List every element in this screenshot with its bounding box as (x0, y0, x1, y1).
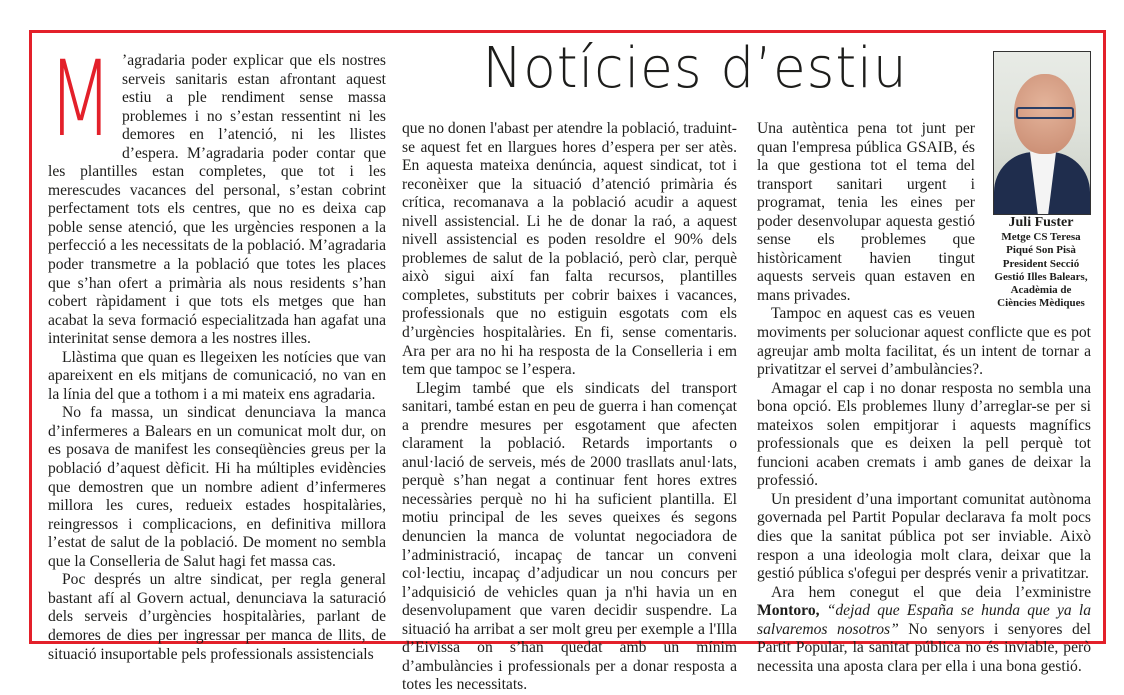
author-role-line: Acadèmia de (1010, 284, 1072, 297)
paragraph: Una autèntica pena tot junt per quan l'empresa pública GSAIB, és la que gestiona tot el tema del transport sanitari urgent i programat, tenia les eines per poder desenvolupar aquesta gestió sense els problemes que històricament havien tingut aquests serveis quan estaven en mans privades. (757, 120, 975, 304)
paragraph: Poc després un altre sindicat, per regla general bastant afí al Govern actual, denunciava la saturació dels serveis d’urgències hospitalàries, parlant de demores de dies per ingressar per manca de llits, de situació insuportable pels professionals assistencials (48, 571, 386, 663)
author-role-line: Ciències Mèdiques (997, 297, 1085, 310)
column-2 (402, 120, 737, 695)
article-title: Notícies d’estiu (482, 36, 908, 101)
author-role-line: President Secció (1002, 257, 1080, 270)
author-role-line: Metge CS Teresa (1001, 231, 1081, 243)
paragraph: Tampoc en aquest cas es veuen moviments per solucionar aquest conflicte que es pot agreujar amb molta facilitat, és un intent de tornar a privatitzar el servei d’ambulàncies?. (757, 305, 1091, 379)
paragraph: ’agradaria poder explicar que els nostres serveis sanitaris estan afrontant aquest estiu a ple rendiment sense massa problemes i no s’estan ressentint ni les demores en l’atenció, ni les llistes d’espera. M’agradaria poder contar que les plantilles estan completes, que tot i les merescudes vacances del personal, s’estan cobrint perfectament tots els centres, que no es deixa cap poble sense atenció, que les urgències responen a la perfecció a les necessitats de la població. M’agradaria poder transmetre a la població que totes les places que s’han ofert a primària als nous residents s’han cobert ràpidament i que tots els metges que han acabat la seva formació especialitzada han agafat una interinitat sense demora a les nostres illes. (48, 52, 386, 348)
paragraph: Llegim també que els sindicats del transport sanitari, també estan en peu de guerra i han començat a prendre mesures per esgotament que afecten clarament la població. Retards importants o anul·lació de serveis, més de 2000 trasllats anul·lats, perquè s’han negat a continuar fent hores extres necessàries perquè no hi ha suficient plantilla. El motiu principal de les seves queixes és segons denuncien la manca de voluntat negociadora de l’administració, incapaç de tancar un conveni col·lectiu, incapaç d’adjudicar un nou concurs per l’adquisició de vehicles quan ja n'hi havia un en desenvolupament que varen decidir suspendre. La situació ha arribat a ser molt greu per exemple a l'Illa d’Eivissa on s’han quedat amb un mínim d’ambulàncies i professionals per a donar resposta a totes les necessitats. (402, 379, 737, 694)
author-photo (993, 51, 1091, 215)
author-role-line: Piqué Son Pisà (1006, 244, 1076, 257)
text-lead: Ara hem conegut el que deia l’exministre (771, 583, 1091, 601)
paragraph: Un president d’una important comunitat autònoma governada pel Partit Popular declarava fa molt pocs dies que la sanitat pública pot ser inviable. Això respon a una ideologia molt clara, deixar que la gestió pública s'ofegui per després venir a privatitzar. (757, 490, 1091, 583)
photo-glasses (1016, 107, 1074, 119)
paragraph: Llàstima que quan es llegeixen les notícies que van apareixent en els mitjans de comunicació, no van en la línia del que a tothom i a mi mateix ens agradaria. (48, 348, 386, 403)
text-name: Montoro, (757, 602, 820, 620)
text-quote: “dejad que España se hunda que ya la salvaremos nosotros” (757, 602, 1091, 638)
drop-cap: M (48, 38, 113, 160)
author-caption (980, 214, 1102, 311)
text-tail: No senyors i senyores del Partit Popular, la sanitat pública no és inviable, però necessita una aposta clara per ella i una bona gestió. (757, 620, 1092, 675)
column-1 (48, 38, 386, 664)
paragraph: que no donen l'abast per atendre la població, traduint-se aquest fet en llargues hores d’espera per ser atès. En aquesta mateixa denúncia, aquest sindicat, tot i reconèixer que la situació d’atenció primària és crítica, recomanava a la població acudir a aquest nivell assistencial. Li he de donar la raó, a aquest nivell assistencial es poden resoldre el 90% dels problemes de salut de la població, però clar, perquè això sigui així fan falta recursos, plantilles completes, substituts per cobrir baixes i vacances, professionals que no estiguin esgotats com els d’urgències hospitalàries. En fi, sense comentaris. Ara per ara no hi ha resposta de la Conselleria i em tem que tampoc se l’espera. (402, 120, 737, 379)
paragraph: Amagar el cap i no donar resposta no sembla una bona opció. Els problemes lluny d’arreglar-se per si mateixos solen empitjorar i aquests magnífics professionals que es deixen la pell perquè tot funcioni acaben cremats i amb ganes de deixar la professió. (757, 379, 1091, 490)
paragraph-last (757, 584, 1091, 677)
paragraph: No fa massa, un sindicat denunciava la manca d’infermeres a Balears en un comunicat molt dur, on es posava de manifest les conseqüències greus per la població d’aquest dèficit. Hi ha múltiples evidències que demostren que un nombre adient d’infermeres millora les cures, redueix estades hospitalàries, reingressos i complicacions, en definitiva millora l’estat de salut de la població. De moment no sembla que la Conselleria de Salut hagi fet massa cas. (48, 404, 386, 570)
author-role-line: Gestió Illes Balears, (994, 270, 1088, 283)
author-name: Juli Fuster (1008, 215, 1074, 230)
